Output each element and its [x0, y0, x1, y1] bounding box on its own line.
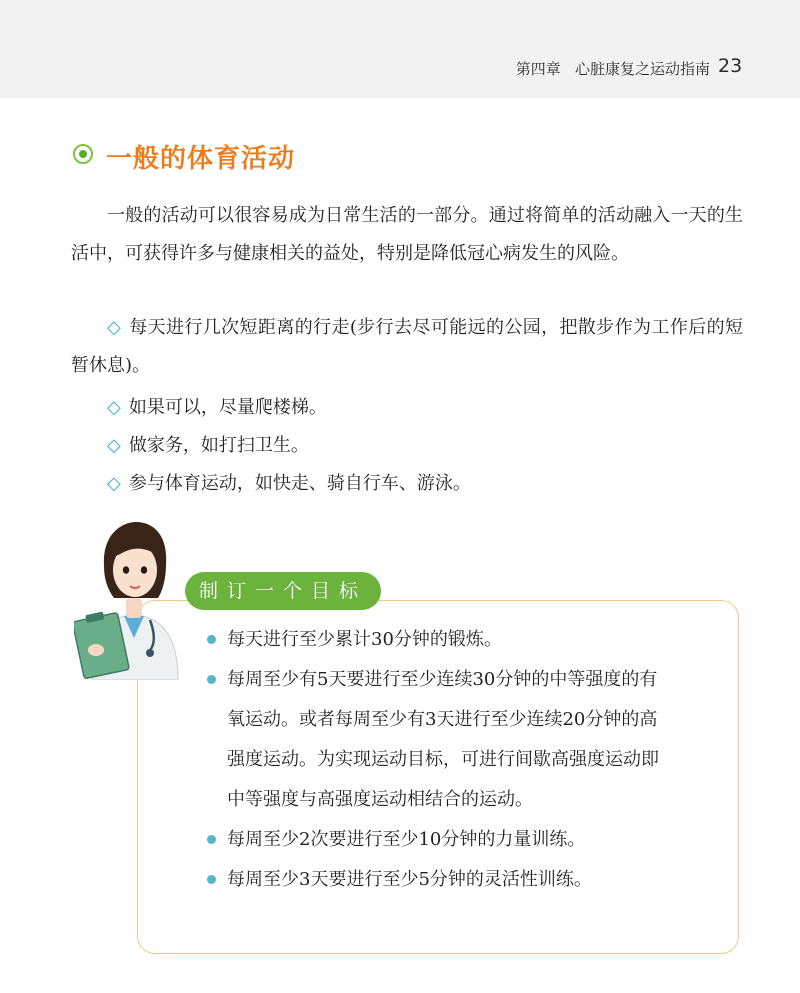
list-item: [71, 389, 743, 427]
goal-list: [205, 620, 675, 900]
diamond-icon: ◇: [107, 473, 121, 494]
page-number: 23: [718, 55, 743, 77]
list-item: [71, 465, 743, 503]
list-item-text: 做家务，如打扫卫生。: [128, 435, 309, 456]
goal-item: [205, 860, 675, 900]
chapter-title: 第四章 心脏康复之运动指南: [515, 60, 710, 78]
goal-item: [205, 660, 675, 820]
dot-bullet-icon: [207, 675, 216, 684]
goal-item-text: 每周至少3天要进行至少5分钟的灵活性训练。: [227, 869, 592, 890]
goal-item: [205, 820, 675, 860]
list-item-text: 如果可以，尽量爬楼梯。: [128, 397, 327, 418]
list-item: [71, 427, 743, 465]
goal-item-text: 每天进行至少累计30分钟的锻炼。: [227, 629, 502, 650]
goal-tab-label: 制订一个目标: [185, 572, 381, 610]
running-header: [0, 0, 800, 98]
dot-bullet-icon: [207, 875, 216, 884]
green-circle-bullet-icon: [73, 144, 93, 164]
list-item-text: 每天进行几次短距离的行走(步行去尽可能远的公园，把散步作为工作后的短暂休息)。: [71, 317, 743, 376]
list-item: [71, 309, 743, 385]
diamond-icon: ◇: [107, 435, 121, 456]
intro-paragraph: 一般的活动可以很容易成为日常生活的一部分。通过将简单的活动融入一天的生活中，可获得许多与健康相关的益处，特别是降低冠心病发生的风险。: [71, 205, 743, 264]
goal-item: [205, 620, 675, 660]
diamond-icon: ◇: [107, 397, 121, 418]
section-title: 一般的体育活动: [106, 144, 296, 174]
diamond-icon: ◇: [107, 317, 122, 338]
list-item-text: 参与体育运动，如快走、骑自行车、游泳。: [128, 473, 471, 494]
goal-item-text: 每周至少2次要进行至少10分钟的力量训练。: [227, 829, 586, 850]
goal-item-text: 每周至少有5天要进行至少连续30分钟的中等强度的有氧运动。或者每周至少有3天进行至少连续20分钟的高强度运动。为实现运动目标，可进行间歇高强度运动即中等强度与高强度运动相结合的运动。: [227, 669, 659, 810]
dot-bullet-icon: [207, 835, 216, 844]
dot-bullet-icon: [207, 635, 216, 644]
doctor-with-clipboard-icon: [74, 520, 194, 680]
